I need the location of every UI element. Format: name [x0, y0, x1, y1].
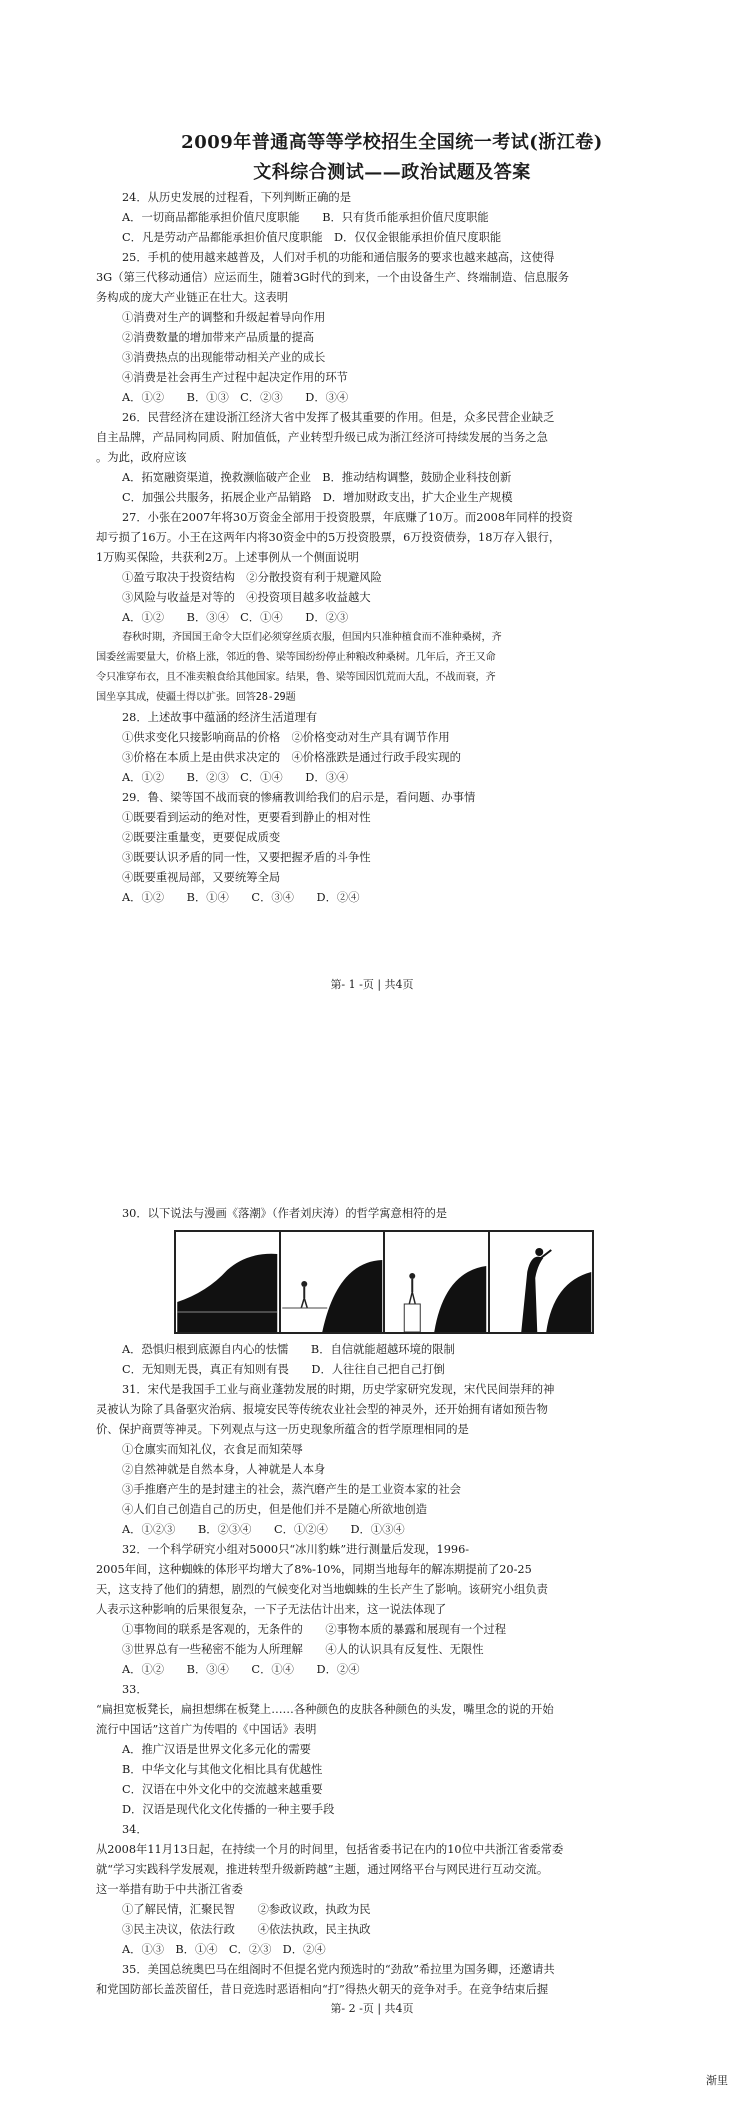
- text-line: A．①③ B．①④ C．②③ D．②④: [122, 1943, 326, 1956]
- text-line: A．恐惧归根到底源自内心的怯懦 B．自信就能超越环境的限制: [122, 1343, 455, 1356]
- text-line: 从2008年11月13日起，在持续一个月的时间里，包括省委书记在内的10位中共浙江省委常委: [96, 1843, 564, 1856]
- text-line: 却亏损了16万。小王在这两年内将30资金中的5万投资股票，6万投资债券，18万存入银行，: [96, 531, 561, 544]
- title-line-2: 文科综合测试——政治试题及答案: [253, 162, 531, 183]
- comic-panel-1-drawing: [176, 1232, 279, 1332]
- text-line: “扁担宽板凳长，扁担想绑在板凳上……各种颜色的皮肤各种颜色的头发，嘴里念的说的开始: [96, 1703, 554, 1716]
- text-line: 灵被认为除了具备驱灾治病、报境安民等传统农业社会型的神灵外，还开始拥有诸如预告物: [96, 1403, 548, 1416]
- text-line: ③民主决议，依法行政 ④依法执政，民主执政: [122, 1923, 371, 1936]
- title-line-1: 2009年普通高等等学校招生全国统一考试(浙江卷): [181, 132, 603, 153]
- text-line: 32．一个科学研究小组对5000只“冰川豹蛛”进行测量后发现，1996-: [122, 1543, 470, 1556]
- text-line: ③手推磨产生的是封建主的社会，蒸汽磨产生的是工业资本家的社会: [122, 1483, 461, 1496]
- comic-panel-1: [176, 1232, 281, 1332]
- text-line: 自主品牌，产品同构同质、附加值低，产业转型升级已成为浙江经济可持续发展的当务之急: [96, 431, 548, 444]
- text-line: 33．: [122, 1683, 148, 1696]
- text-line: A．①② B．③④ C．①④ D．②③: [122, 611, 349, 624]
- text-line: A．①② B．②③ C．①④ D．③④: [122, 771, 349, 784]
- comic-panel-4: [490, 1232, 593, 1332]
- text-line: A．①② B．①④ C．③④ D．②④: [122, 891, 360, 904]
- text-line: 和党国防部长盖茨留任，昔日竞选时恶语相向“打”得热火朝天的竞争对手。在竞争结束后握: [96, 1983, 549, 1996]
- text-line: 天，这支持了他们的猜想，剧烈的气候变化对当地蜘蛛的生长产生了影响。该研究小组负责: [96, 1583, 548, 1596]
- text-line: A．①② B．③④ C．①④ D．②④: [122, 1663, 360, 1676]
- text-line: C．凡是劳动产品都能承担价值尺度职能 D．仅仅金银能承担价值尺度职能: [122, 231, 502, 244]
- comic-panel-4-drawing: [490, 1232, 593, 1332]
- text-line: 34．: [122, 1823, 148, 1836]
- text-line: 35．美国总统奥巴马在组阁时不但提名党内预选时的“劲敌”希拉里为国务卿，还邀请共: [122, 1963, 555, 1976]
- text-line: ③世界总有一些秘密不能为人所理解 ④人的认识具有反复性、无限性: [122, 1643, 484, 1656]
- text-line: 令只准穿布衣，且不准卖粮食给其他国家。结果，鲁、梁等国因饥荒而大乱，不战而衰，齐: [96, 672, 496, 683]
- text-line: 24．从历史发展的过程看，下列判断正确的是: [122, 191, 352, 204]
- comic-panel-3-drawing: [385, 1232, 488, 1332]
- comic-panel-2-drawing: [281, 1232, 384, 1332]
- text-line: 31．宋代是我国手工业与商业蓬勃发展的时期，历史学家研究发现，宋代民间崇拜的神: [122, 1383, 555, 1396]
- text-line: A．推广汉语是世界文化多元化的需要: [122, 1743, 311, 1756]
- text-line: 25．手机的使用越来越普及，人们对手机的功能和通信服务的要求也越来越高，这使得: [122, 251, 555, 264]
- text-line: ②自然神就是自然本身，人神就是人本身: [122, 1463, 326, 1476]
- corner-mark: 渐里: [706, 2074, 728, 2087]
- text-line: ①事物间的联系是客观的，无条件的 ②事物本质的暴露和展现有一个过程: [122, 1623, 507, 1636]
- comic-panel-3: [385, 1232, 490, 1332]
- text-line: ③消费热点的出现能带动相关产业的成长: [122, 351, 326, 364]
- text-line: A．①②③ B．②③④ C．①②④ D．①③④: [122, 1523, 405, 1536]
- text-line: C．汉语在中外文化中的交流越来越重要: [122, 1783, 323, 1796]
- text-line: 。为此，政府应该: [96, 451, 187, 464]
- page-2: [0, 1052, 744, 2104]
- text-line: ④消费是社会再生产过程中起决定作用的环节: [122, 371, 348, 384]
- text-line: B．中华文化与其他文化相比具有优越性: [122, 1763, 323, 1776]
- text-line: 26．民营经济在建设浙江经济大省中发挥了极其重要的作用。但是，众多民营企业缺乏: [122, 411, 555, 424]
- text-line: ④既要重视局部，又要统筹全局: [122, 871, 281, 884]
- text-line: ②消费数量的增加带来产品质量的提高: [122, 331, 315, 344]
- text-line: 这一举措有助于中共浙江省委: [96, 1883, 243, 1896]
- text-line: 春秋时期，齐国国王命令大臣们必须穿丝质衣服，但国内只准种植食而不准种桑树，齐: [122, 632, 502, 643]
- page-1-content: [96, 128, 688, 908]
- text-line: ①盈亏取决于投资结构 ②分散投资有利于规避风险: [122, 571, 382, 584]
- text-line: 2005年间，这种蜘蛛的体形平均增大了8%-10%，同期当地每年的解冻期提前了20-25: [96, 1563, 532, 1576]
- text-line: ①仓廪实而知礼仪，衣食足而知荣辱: [122, 1443, 303, 1456]
- text-line: A．拓宽融资渠道，挽救濒临破产企业 B．推动结构调整，鼓励企业科技创新: [122, 471, 512, 484]
- text-line: ①供求变化只接影响商品的价格 ②价格变动对生产具有调节作用: [122, 731, 450, 744]
- text-line: 流行中国话”这首广为传唱的《中国话》表明: [96, 1723, 317, 1736]
- text-line: ④人们自己创造自己的历史，但是他们并不是随心所欲地创造: [122, 1503, 428, 1516]
- text-line: ①消费对生产的调整和升级起着导向作用: [122, 311, 326, 324]
- text-line: 28．上述故事中蕴涵的经济生活道理有: [122, 711, 318, 724]
- page-2-content: [96, 1204, 688, 2000]
- page-1-footer: 第- 1 -页 | 共4页: [330, 978, 414, 991]
- text-line: C．无知则无畏，真正有知则有畏 D．人往往自己把自己打倒: [122, 1363, 445, 1376]
- text-line: 1万购买保险，共获利2万。上述事例从一个侧面说明: [96, 551, 359, 564]
- text-line: 国委丝需要量大，价格上涨，邻近的鲁、梁等国纷纷停止种粮改种桑树。几年后，齐王又命: [96, 652, 496, 663]
- text-line: 27．小张在2007年将30万资金全部用于投资股票，年底赚了10万。而2008年同样的投资: [122, 511, 573, 524]
- page-2-footer: 第- 2 -页 | 共4页: [330, 2002, 414, 2015]
- text-line: 价、保护商贾等神灵。下列观点与这一历史现象所蕴含的哲学原理相同的是: [96, 1423, 469, 1436]
- comic-panel-2: [281, 1232, 386, 1332]
- text-line: 国坐享其成，使疆土得以扩张。回答28-29题: [96, 692, 296, 703]
- text-line: 务构成的庞大产业链正在壮大。这表明: [96, 291, 289, 304]
- text-line: ②既要注重量变，更要促成质变: [122, 831, 281, 844]
- page-1-text: [96, 188, 688, 908]
- text-line: ①既要看到运动的绝对性，更要看到静止的相对性: [122, 811, 371, 824]
- text-line: ③价格在本质上是由供求决定的 ④价格涨跌是通过行政手段实现的: [122, 751, 461, 764]
- text-line: 就“学习实践科学发展观，推进转型升级新跨越”主题，通过网络平台与网民进行互动交流。: [96, 1863, 549, 1876]
- text-line: ①了解民情，汇聚民智 ②参政议政，执政为民: [122, 1903, 371, 1916]
- text-line: 3G（第三代移动通信）应运而生，随着3G时代的到来，一个由设备生产、终端制造、信息服务: [96, 271, 570, 284]
- comic-luochao: [174, 1230, 594, 1334]
- text-line: A．①② B．①③ C．②③ D．③④: [122, 391, 349, 404]
- text-line: D．汉语是现代化文化传播的一种主要手段: [122, 1803, 335, 1816]
- text-line: ③风险与收益是对等的 ④投资项目越多收益越大: [122, 591, 371, 604]
- page-2-text: [96, 1340, 688, 2000]
- text-line: ③既要认识矛盾的同一性，又要把握矛盾的斗争性: [122, 851, 371, 864]
- text-line: A．一切商品都能承担价值尺度职能 B．只有货币能承担价值尺度职能: [122, 211, 489, 224]
- text-line: C．加强公共服务，拓展企业产品销路 D．增加财政支出，扩大企业生产规模: [122, 491, 513, 504]
- text-line: 人表示这种影响的后果很复杂，一下子无法估计出来，这一说法体现了: [96, 1603, 447, 1616]
- question-30-stem: 30．以下说法与漫画《落潮》（作者刘庆涛）的哲学寓意相符的是: [122, 1207, 448, 1220]
- text-line: 29．鲁、梁等国不战而衰的惨痛教训给我们的启示是，看问题、办事情: [122, 791, 476, 804]
